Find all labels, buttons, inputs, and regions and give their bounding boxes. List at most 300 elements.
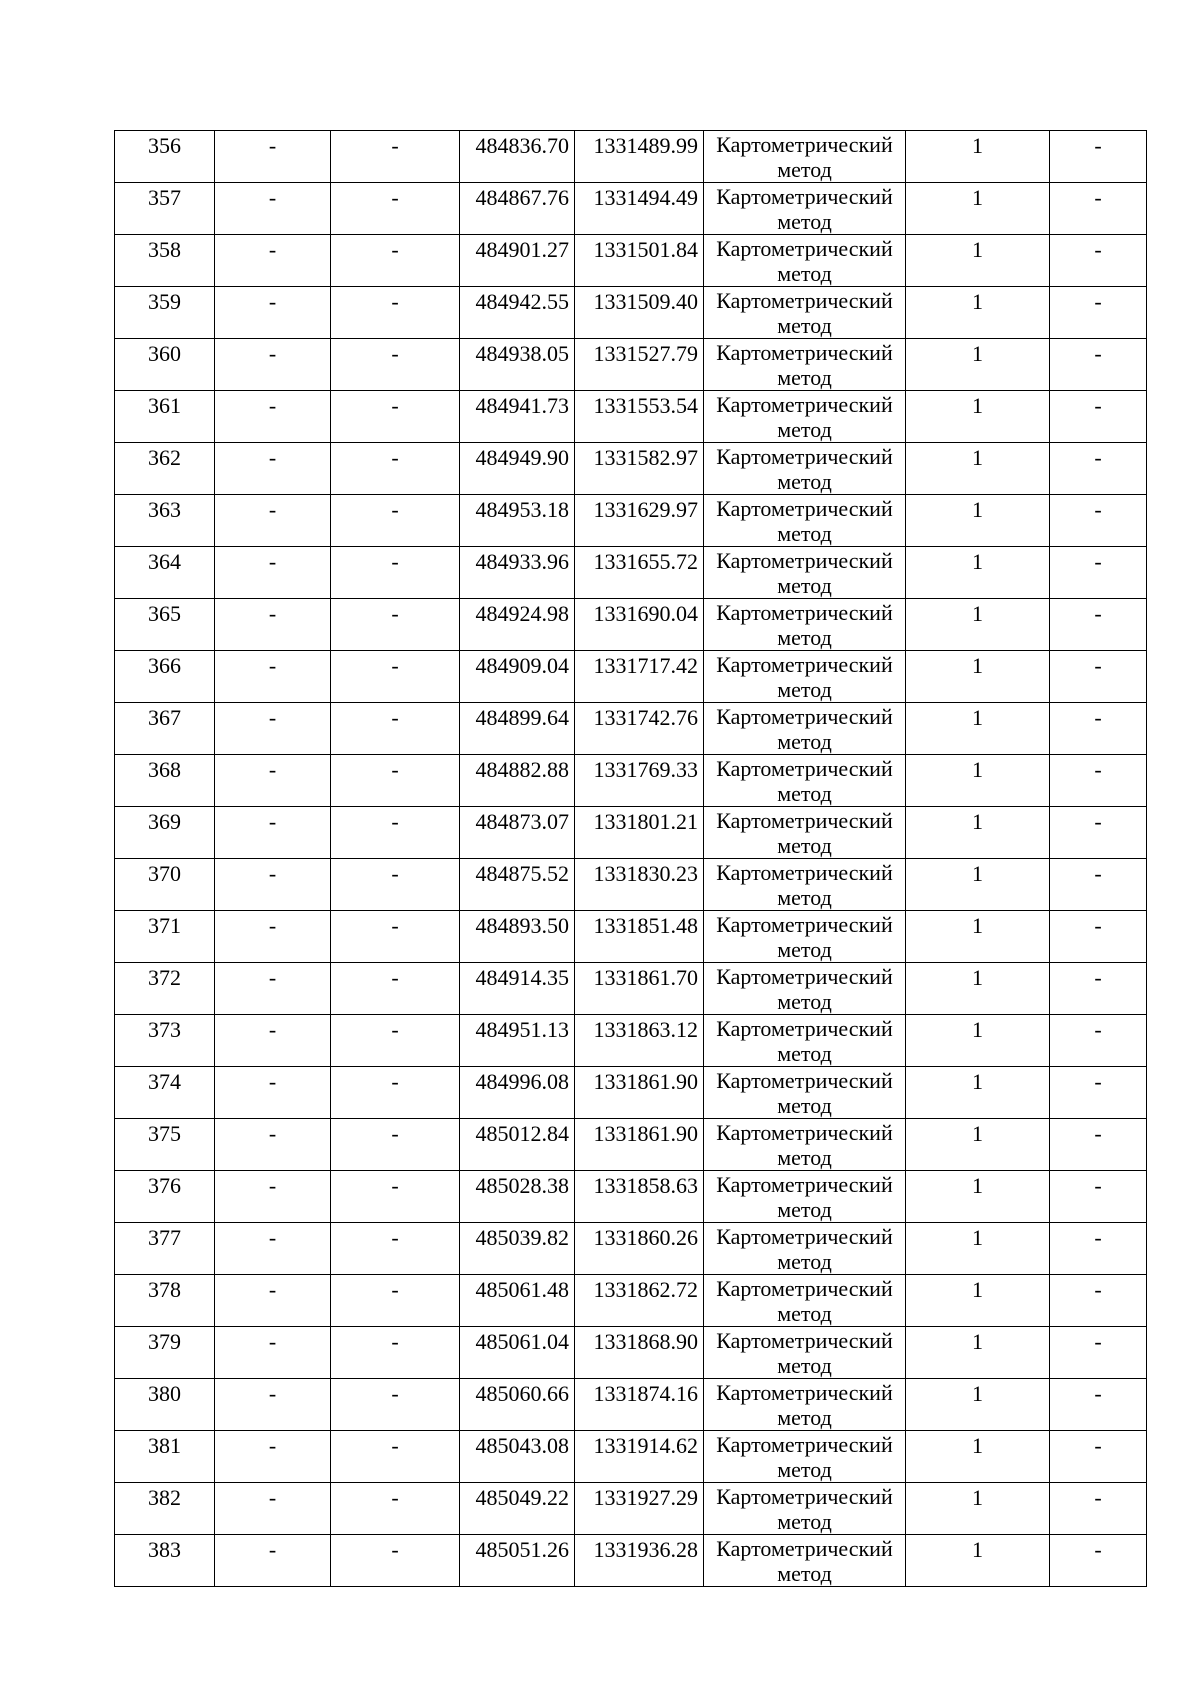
point-number-cell: 383 bbox=[115, 1535, 215, 1587]
empty-value-cell: - bbox=[331, 1067, 460, 1119]
method-line-2: метод bbox=[777, 365, 832, 390]
empty-value-cell: - bbox=[215, 755, 331, 807]
table-row bbox=[115, 1535, 1147, 1587]
empty-value-cell: - bbox=[1050, 1379, 1147, 1431]
table-row bbox=[115, 235, 1147, 287]
method-line-2: метод bbox=[777, 625, 832, 650]
method-cell bbox=[704, 339, 906, 391]
empty-value-cell: - bbox=[215, 1535, 331, 1587]
x-coordinate-cell: 484909.04 bbox=[460, 651, 575, 703]
method-cell bbox=[704, 391, 906, 443]
method-line-2: метод bbox=[777, 573, 832, 598]
method-line-2: метод bbox=[777, 1041, 832, 1066]
table-row bbox=[115, 651, 1147, 703]
method-cell bbox=[704, 547, 906, 599]
y-coordinate-cell: 1331501.84 bbox=[575, 235, 704, 287]
method-line-2: метод bbox=[777, 1457, 832, 1482]
y-coordinate-cell: 1331629.97 bbox=[575, 495, 704, 547]
table-row bbox=[115, 183, 1147, 235]
empty-value-cell: - bbox=[331, 391, 460, 443]
table-row bbox=[115, 755, 1147, 807]
x-coordinate-cell: 484893.50 bbox=[460, 911, 575, 963]
method-cell bbox=[704, 235, 906, 287]
empty-value-cell: - bbox=[1050, 1483, 1147, 1535]
method-cell bbox=[704, 1067, 906, 1119]
point-number-cell: 379 bbox=[115, 1327, 215, 1379]
y-coordinate-cell: 1331582.97 bbox=[575, 443, 704, 495]
point-number-cell: 358 bbox=[115, 235, 215, 287]
table-row bbox=[115, 1483, 1147, 1535]
point-number-cell: 368 bbox=[115, 755, 215, 807]
table-row bbox=[115, 963, 1147, 1015]
empty-value-cell: - bbox=[331, 339, 460, 391]
table-row bbox=[115, 287, 1147, 339]
method-line-1: Картометрический bbox=[716, 1328, 893, 1353]
x-coordinate-cell: 485049.22 bbox=[460, 1483, 575, 1535]
empty-value-cell: - bbox=[215, 1379, 331, 1431]
empty-value-cell: - bbox=[1050, 287, 1147, 339]
method-line-2: метод bbox=[777, 261, 832, 286]
y-coordinate-cell: 1331553.54 bbox=[575, 391, 704, 443]
method-line-1: Картометрический bbox=[716, 496, 893, 521]
accuracy-cell: 1 bbox=[906, 703, 1050, 755]
empty-value-cell: - bbox=[331, 703, 460, 755]
empty-value-cell: - bbox=[331, 235, 460, 287]
method-line-1: Картометрический bbox=[716, 236, 893, 261]
y-coordinate-cell: 1331494.49 bbox=[575, 183, 704, 235]
accuracy-cell: 1 bbox=[906, 235, 1050, 287]
table-row bbox=[115, 599, 1147, 651]
point-number-cell: 360 bbox=[115, 339, 215, 391]
method-line-1: Картометрический bbox=[716, 1484, 893, 1509]
point-number-cell: 362 bbox=[115, 443, 215, 495]
method-line-1: Картометрический bbox=[716, 964, 893, 989]
table-row bbox=[115, 391, 1147, 443]
accuracy-cell: 1 bbox=[906, 547, 1050, 599]
y-coordinate-cell: 1331489.99 bbox=[575, 131, 704, 183]
table-row bbox=[115, 1223, 1147, 1275]
x-coordinate-cell: 484996.08 bbox=[460, 1067, 575, 1119]
x-coordinate-cell: 485028.38 bbox=[460, 1171, 575, 1223]
accuracy-cell: 1 bbox=[906, 755, 1050, 807]
empty-value-cell: - bbox=[1050, 391, 1147, 443]
empty-value-cell: - bbox=[331, 183, 460, 235]
empty-value-cell: - bbox=[1050, 547, 1147, 599]
table-row bbox=[115, 1379, 1147, 1431]
x-coordinate-cell: 484951.13 bbox=[460, 1015, 575, 1067]
point-number-cell: 381 bbox=[115, 1431, 215, 1483]
method-line-2: метод bbox=[777, 1353, 832, 1378]
x-coordinate-cell: 484924.98 bbox=[460, 599, 575, 651]
empty-value-cell: - bbox=[215, 1015, 331, 1067]
method-line-1: Картометрический bbox=[716, 444, 893, 469]
accuracy-cell: 1 bbox=[906, 1223, 1050, 1275]
empty-value-cell: - bbox=[215, 287, 331, 339]
method-line-1: Картометрический bbox=[716, 756, 893, 781]
method-line-1: Картометрический bbox=[716, 1224, 893, 1249]
point-number-cell: 372 bbox=[115, 963, 215, 1015]
y-coordinate-cell: 1331861.90 bbox=[575, 1067, 704, 1119]
empty-value-cell: - bbox=[215, 547, 331, 599]
method-line-1: Картометрический bbox=[716, 1068, 893, 1093]
method-cell bbox=[704, 703, 906, 755]
empty-value-cell: - bbox=[1050, 235, 1147, 287]
y-coordinate-cell: 1331655.72 bbox=[575, 547, 704, 599]
method-line-2: метод bbox=[777, 1093, 832, 1118]
empty-value-cell: - bbox=[331, 599, 460, 651]
empty-value-cell: - bbox=[331, 1535, 460, 1587]
empty-value-cell: - bbox=[215, 1067, 331, 1119]
empty-value-cell: - bbox=[1050, 1431, 1147, 1483]
method-cell bbox=[704, 911, 906, 963]
accuracy-cell: 1 bbox=[906, 963, 1050, 1015]
method-cell bbox=[704, 443, 906, 495]
x-coordinate-cell: 484949.90 bbox=[460, 443, 575, 495]
method-line-2: метод bbox=[777, 1509, 832, 1534]
x-coordinate-cell: 484882.88 bbox=[460, 755, 575, 807]
empty-value-cell: - bbox=[215, 1275, 331, 1327]
empty-value-cell: - bbox=[215, 703, 331, 755]
y-coordinate-cell: 1331874.16 bbox=[575, 1379, 704, 1431]
empty-value-cell: - bbox=[1050, 755, 1147, 807]
method-cell bbox=[704, 963, 906, 1015]
x-coordinate-cell: 484875.52 bbox=[460, 859, 575, 911]
point-number-cell: 361 bbox=[115, 391, 215, 443]
x-coordinate-cell: 484867.76 bbox=[460, 183, 575, 235]
accuracy-cell: 1 bbox=[906, 131, 1050, 183]
x-coordinate-cell: 484914.35 bbox=[460, 963, 575, 1015]
x-coordinate-cell: 484942.55 bbox=[460, 287, 575, 339]
y-coordinate-cell: 1331860.26 bbox=[575, 1223, 704, 1275]
y-coordinate-cell: 1331527.79 bbox=[575, 339, 704, 391]
empty-value-cell: - bbox=[331, 963, 460, 1015]
point-number-cell: 376 bbox=[115, 1171, 215, 1223]
empty-value-cell: - bbox=[1050, 1171, 1147, 1223]
accuracy-cell: 1 bbox=[906, 1379, 1050, 1431]
empty-value-cell: - bbox=[1050, 495, 1147, 547]
method-cell bbox=[704, 1327, 906, 1379]
empty-value-cell: - bbox=[1050, 1067, 1147, 1119]
method-cell bbox=[704, 755, 906, 807]
empty-value-cell: - bbox=[215, 1431, 331, 1483]
empty-value-cell: - bbox=[1050, 131, 1147, 183]
empty-value-cell: - bbox=[215, 1327, 331, 1379]
method-line-1: Картометрический bbox=[716, 1120, 893, 1145]
empty-value-cell: - bbox=[215, 1119, 331, 1171]
empty-value-cell: - bbox=[1050, 443, 1147, 495]
table-body bbox=[115, 131, 1147, 1587]
y-coordinate-cell: 1331509.40 bbox=[575, 287, 704, 339]
accuracy-cell: 1 bbox=[906, 391, 1050, 443]
empty-value-cell: - bbox=[331, 1223, 460, 1275]
y-coordinate-cell: 1331769.33 bbox=[575, 755, 704, 807]
method-line-2: метод bbox=[777, 1405, 832, 1430]
method-cell bbox=[704, 859, 906, 911]
empty-value-cell: - bbox=[331, 651, 460, 703]
table-row bbox=[115, 1171, 1147, 1223]
empty-value-cell: - bbox=[331, 1119, 460, 1171]
table-row bbox=[115, 1015, 1147, 1067]
method-line-1: Картометрический bbox=[716, 1172, 893, 1197]
x-coordinate-cell: 484941.73 bbox=[460, 391, 575, 443]
table-row bbox=[115, 859, 1147, 911]
table-row bbox=[115, 1431, 1147, 1483]
accuracy-cell: 1 bbox=[906, 911, 1050, 963]
point-number-cell: 382 bbox=[115, 1483, 215, 1535]
table-row bbox=[115, 1275, 1147, 1327]
method-cell bbox=[704, 183, 906, 235]
empty-value-cell: - bbox=[215, 235, 331, 287]
method-line-1: Картометрический bbox=[716, 392, 893, 417]
accuracy-cell: 1 bbox=[906, 443, 1050, 495]
method-line-1: Картометрический bbox=[716, 600, 893, 625]
point-number-cell: 364 bbox=[115, 547, 215, 599]
y-coordinate-cell: 1331862.72 bbox=[575, 1275, 704, 1327]
empty-value-cell: - bbox=[215, 495, 331, 547]
empty-value-cell: - bbox=[1050, 963, 1147, 1015]
empty-value-cell: - bbox=[215, 339, 331, 391]
method-line-2: метод bbox=[777, 989, 832, 1014]
accuracy-cell: 1 bbox=[906, 1535, 1050, 1587]
method-cell bbox=[704, 287, 906, 339]
accuracy-cell: 1 bbox=[906, 1431, 1050, 1483]
table-row bbox=[115, 443, 1147, 495]
table-row bbox=[115, 1119, 1147, 1171]
empty-value-cell: - bbox=[331, 1275, 460, 1327]
accuracy-cell: 1 bbox=[906, 287, 1050, 339]
y-coordinate-cell: 1331690.04 bbox=[575, 599, 704, 651]
accuracy-cell: 1 bbox=[906, 859, 1050, 911]
point-number-cell: 375 bbox=[115, 1119, 215, 1171]
y-coordinate-cell: 1331858.63 bbox=[575, 1171, 704, 1223]
y-coordinate-cell: 1331936.28 bbox=[575, 1535, 704, 1587]
method-line-2: метод bbox=[777, 677, 832, 702]
point-number-cell: 377 bbox=[115, 1223, 215, 1275]
point-number-cell: 373 bbox=[115, 1015, 215, 1067]
y-coordinate-cell: 1331868.90 bbox=[575, 1327, 704, 1379]
method-line-2: метод bbox=[777, 729, 832, 754]
table-row bbox=[115, 131, 1147, 183]
x-coordinate-cell: 485060.66 bbox=[460, 1379, 575, 1431]
method-line-1: Картометрический bbox=[716, 340, 893, 365]
x-coordinate-cell: 484836.70 bbox=[460, 131, 575, 183]
point-number-cell: 370 bbox=[115, 859, 215, 911]
empty-value-cell: - bbox=[1050, 859, 1147, 911]
x-coordinate-cell: 484953.18 bbox=[460, 495, 575, 547]
point-number-cell: 357 bbox=[115, 183, 215, 235]
y-coordinate-cell: 1331861.90 bbox=[575, 1119, 704, 1171]
empty-value-cell: - bbox=[215, 391, 331, 443]
empty-value-cell: - bbox=[1050, 1327, 1147, 1379]
empty-value-cell: - bbox=[331, 1015, 460, 1067]
x-coordinate-cell: 485039.82 bbox=[460, 1223, 575, 1275]
empty-value-cell: - bbox=[215, 807, 331, 859]
x-coordinate-cell: 484933.96 bbox=[460, 547, 575, 599]
point-number-cell: 363 bbox=[115, 495, 215, 547]
method-line-1: Картометрический bbox=[716, 808, 893, 833]
point-number-cell: 378 bbox=[115, 1275, 215, 1327]
method-line-2: метод bbox=[777, 1249, 832, 1274]
method-cell bbox=[704, 1119, 906, 1171]
method-line-2: метод bbox=[777, 781, 832, 806]
method-line-2: метод bbox=[777, 417, 832, 442]
point-number-cell: 380 bbox=[115, 1379, 215, 1431]
empty-value-cell: - bbox=[215, 963, 331, 1015]
empty-value-cell: - bbox=[215, 911, 331, 963]
method-line-2: метод bbox=[777, 209, 832, 234]
method-line-1: Картометрический bbox=[716, 548, 893, 573]
empty-value-cell: - bbox=[331, 1379, 460, 1431]
y-coordinate-cell: 1331801.21 bbox=[575, 807, 704, 859]
x-coordinate-cell: 485043.08 bbox=[460, 1431, 575, 1483]
point-number-cell: 371 bbox=[115, 911, 215, 963]
method-line-1: Картометрический bbox=[716, 912, 893, 937]
accuracy-cell: 1 bbox=[906, 1015, 1050, 1067]
method-line-1: Картометрический bbox=[716, 1432, 893, 1457]
table-row bbox=[115, 495, 1147, 547]
empty-value-cell: - bbox=[1050, 183, 1147, 235]
x-coordinate-cell: 484938.05 bbox=[460, 339, 575, 391]
accuracy-cell: 1 bbox=[906, 1327, 1050, 1379]
method-line-1: Картометрический bbox=[716, 132, 893, 157]
empty-value-cell: - bbox=[331, 755, 460, 807]
y-coordinate-cell: 1331861.70 bbox=[575, 963, 704, 1015]
empty-value-cell: - bbox=[1050, 1223, 1147, 1275]
table-row bbox=[115, 547, 1147, 599]
empty-value-cell: - bbox=[1050, 651, 1147, 703]
empty-value-cell: - bbox=[331, 1327, 460, 1379]
method-cell bbox=[704, 495, 906, 547]
method-line-2: метод bbox=[777, 1145, 832, 1170]
method-line-2: метод bbox=[777, 885, 832, 910]
empty-value-cell: - bbox=[331, 547, 460, 599]
method-line-1: Картометрический bbox=[716, 184, 893, 209]
empty-value-cell: - bbox=[1050, 599, 1147, 651]
method-line-2: метод bbox=[777, 1301, 832, 1326]
y-coordinate-cell: 1331830.23 bbox=[575, 859, 704, 911]
empty-value-cell: - bbox=[215, 1171, 331, 1223]
method-line-2: метод bbox=[777, 469, 832, 494]
method-cell bbox=[704, 131, 906, 183]
coordinates-table bbox=[114, 130, 1147, 1587]
empty-value-cell: - bbox=[215, 183, 331, 235]
method-cell bbox=[704, 1171, 906, 1223]
accuracy-cell: 1 bbox=[906, 651, 1050, 703]
empty-value-cell: - bbox=[1050, 1119, 1147, 1171]
x-coordinate-cell: 484899.64 bbox=[460, 703, 575, 755]
point-number-cell: 356 bbox=[115, 131, 215, 183]
empty-value-cell: - bbox=[1050, 1535, 1147, 1587]
y-coordinate-cell: 1331914.62 bbox=[575, 1431, 704, 1483]
method-line-1: Картометрический bbox=[716, 1016, 893, 1041]
method-cell bbox=[704, 1535, 906, 1587]
accuracy-cell: 1 bbox=[906, 1067, 1050, 1119]
point-number-cell: 365 bbox=[115, 599, 215, 651]
y-coordinate-cell: 1331717.42 bbox=[575, 651, 704, 703]
empty-value-cell: - bbox=[215, 599, 331, 651]
method-cell bbox=[704, 1275, 906, 1327]
table-row bbox=[115, 807, 1147, 859]
method-line-1: Картометрический bbox=[716, 1536, 893, 1561]
method-cell bbox=[704, 599, 906, 651]
empty-value-cell: - bbox=[331, 807, 460, 859]
empty-value-cell: - bbox=[331, 859, 460, 911]
accuracy-cell: 1 bbox=[906, 495, 1050, 547]
table-row bbox=[115, 1067, 1147, 1119]
x-coordinate-cell: 485061.48 bbox=[460, 1275, 575, 1327]
point-number-cell: 367 bbox=[115, 703, 215, 755]
method-cell bbox=[704, 1431, 906, 1483]
empty-value-cell: - bbox=[215, 651, 331, 703]
empty-value-cell: - bbox=[331, 1431, 460, 1483]
y-coordinate-cell: 1331851.48 bbox=[575, 911, 704, 963]
method-line-2: метод bbox=[777, 833, 832, 858]
accuracy-cell: 1 bbox=[906, 1275, 1050, 1327]
method-line-2: метод bbox=[777, 521, 832, 546]
method-line-2: метод bbox=[777, 1561, 832, 1586]
accuracy-cell: 1 bbox=[906, 807, 1050, 859]
y-coordinate-cell: 1331863.12 bbox=[575, 1015, 704, 1067]
empty-value-cell: - bbox=[215, 1223, 331, 1275]
x-coordinate-cell: 485012.84 bbox=[460, 1119, 575, 1171]
y-coordinate-cell: 1331742.76 bbox=[575, 703, 704, 755]
point-number-cell: 359 bbox=[115, 287, 215, 339]
empty-value-cell: - bbox=[331, 287, 460, 339]
x-coordinate-cell: 485051.26 bbox=[460, 1535, 575, 1587]
method-line-2: метод bbox=[777, 937, 832, 962]
empty-value-cell: - bbox=[1050, 1015, 1147, 1067]
empty-value-cell: - bbox=[331, 131, 460, 183]
method-cell bbox=[704, 1223, 906, 1275]
empty-value-cell: - bbox=[1050, 703, 1147, 755]
empty-value-cell: - bbox=[215, 1483, 331, 1535]
point-number-cell: 366 bbox=[115, 651, 215, 703]
empty-value-cell: - bbox=[215, 443, 331, 495]
y-coordinate-cell: 1331927.29 bbox=[575, 1483, 704, 1535]
method-line-1: Картометрический bbox=[716, 1380, 893, 1405]
table-row bbox=[115, 911, 1147, 963]
empty-value-cell: - bbox=[215, 859, 331, 911]
method-line-2: метод bbox=[777, 313, 832, 338]
method-cell bbox=[704, 807, 906, 859]
method-line-1: Картометрический bbox=[716, 652, 893, 677]
table-row bbox=[115, 339, 1147, 391]
empty-value-cell: - bbox=[1050, 911, 1147, 963]
method-line-2: метод bbox=[777, 1197, 832, 1222]
accuracy-cell: 1 bbox=[906, 1171, 1050, 1223]
accuracy-cell: 1 bbox=[906, 183, 1050, 235]
empty-value-cell: - bbox=[331, 1483, 460, 1535]
method-line-1: Картометрический bbox=[716, 860, 893, 885]
empty-value-cell: - bbox=[331, 1171, 460, 1223]
empty-value-cell: - bbox=[215, 131, 331, 183]
method-cell bbox=[704, 1483, 906, 1535]
method-cell bbox=[704, 1015, 906, 1067]
method-cell bbox=[704, 651, 906, 703]
accuracy-cell: 1 bbox=[906, 339, 1050, 391]
method-line-1: Картометрический bbox=[716, 288, 893, 313]
table-row bbox=[115, 703, 1147, 755]
x-coordinate-cell: 484873.07 bbox=[460, 807, 575, 859]
empty-value-cell: - bbox=[331, 911, 460, 963]
empty-value-cell: - bbox=[1050, 1275, 1147, 1327]
empty-value-cell: - bbox=[331, 495, 460, 547]
accuracy-cell: 1 bbox=[906, 599, 1050, 651]
x-coordinate-cell: 485061.04 bbox=[460, 1327, 575, 1379]
method-line-2: метод bbox=[777, 157, 832, 182]
point-number-cell: 369 bbox=[115, 807, 215, 859]
method-line-1: Картометрический bbox=[716, 704, 893, 729]
